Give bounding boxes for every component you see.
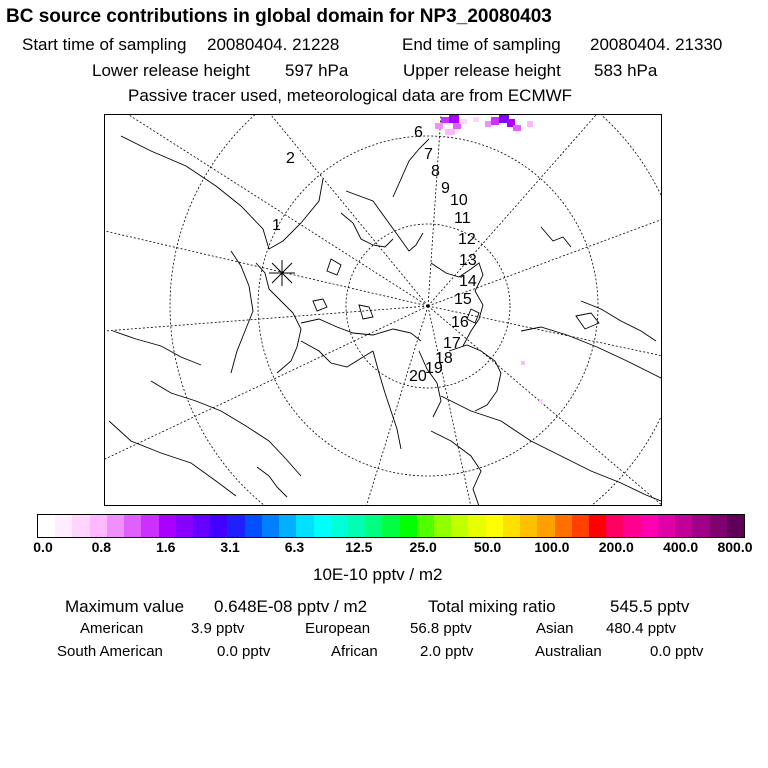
day-label: 8	[431, 163, 440, 180]
colorbar-segment	[692, 515, 709, 537]
start-time-value: 20080404. 21228	[207, 35, 340, 54]
colorbar-segment	[262, 515, 279, 537]
colorbar-segment	[382, 515, 399, 537]
colorbar-segment	[55, 515, 72, 537]
colorbar-segment	[279, 515, 296, 537]
max-value-label: Maximum value	[65, 597, 185, 616]
colorbar-segment	[572, 515, 589, 537]
region-value: 480.4 pptv	[606, 620, 677, 637]
colorbar	[37, 514, 745, 538]
region-name: Asian	[536, 620, 574, 637]
colorbar-segment	[641, 515, 658, 537]
colorbar-segment	[72, 515, 89, 537]
day-label: 16	[451, 314, 469, 331]
colorbar-tick-label: 25.0	[409, 539, 437, 555]
region-value: 0.0 pptv	[217, 643, 271, 660]
latitude-circles	[170, 115, 662, 506]
total-mixing-value: 545.5 pptv	[610, 597, 690, 616]
colorbar-tick-label: 0.8	[91, 539, 112, 555]
day-label: 15	[454, 291, 472, 308]
colorbar-tick-label: 100.0	[534, 539, 570, 555]
colorbar-unit: 10E-10 pptv / m2	[313, 565, 443, 584]
colorbar-tick-label: 3.1	[220, 539, 240, 555]
colorbar-segment	[38, 515, 55, 537]
coastlines	[109, 136, 662, 506]
colorbar-segment	[555, 515, 572, 537]
colorbar-segment	[606, 515, 623, 537]
day-label: 18	[435, 350, 453, 367]
colorbar-segment	[451, 515, 468, 537]
region-name: African	[331, 643, 378, 660]
region-name: American	[80, 620, 144, 637]
region-value: 56.8 pptv	[410, 620, 472, 637]
lower-height-value: 597 hPa	[285, 61, 349, 80]
colorbar-segment	[348, 515, 365, 537]
colorbar-segment	[210, 515, 227, 537]
region-value: 0.0 pptv	[650, 643, 704, 660]
colorbar-segment	[227, 515, 244, 537]
trajectory-day-labels	[272, 124, 477, 385]
end-time-label: End time of sampling	[402, 35, 561, 54]
meridians	[105, 115, 662, 506]
region-value: 3.9 pptv	[191, 620, 245, 637]
colorbar-segment	[727, 515, 744, 537]
colorbar-segment	[193, 515, 210, 537]
release-point-asterisk	[269, 260, 295, 286]
day-label: 1	[272, 217, 281, 234]
day-label: 10	[450, 192, 468, 209]
day-label: 7	[424, 146, 433, 163]
tracer-note: Passive tracer used, meteorological data are from ECMWF	[128, 86, 573, 105]
colorbar-segment	[520, 515, 537, 537]
colorbar-segment	[537, 515, 554, 537]
day-label: 11	[454, 210, 471, 227]
colorbar-segment	[314, 515, 331, 537]
colorbar-tick-labels	[0, 539, 768, 561]
colorbar-segment	[365, 515, 382, 537]
colorbar-segment	[675, 515, 692, 537]
region-name: European	[305, 620, 371, 637]
day-label: 20	[409, 368, 427, 385]
colorbar-segment	[159, 515, 176, 537]
colorbar-tick-label: 6.3	[284, 539, 305, 555]
day-label: 13	[459, 252, 477, 269]
region-value: 2.0 pptv	[420, 643, 474, 660]
colorbar-segment	[434, 515, 451, 537]
day-label: 14	[459, 273, 477, 290]
day-label: 12	[458, 231, 476, 248]
colorbar-segment	[417, 515, 434, 537]
colorbar-tick-label: 200.0	[598, 539, 634, 555]
colorbar-segment	[486, 515, 503, 537]
day-label: 2	[286, 150, 295, 167]
upper-height-label: Upper release height	[403, 61, 561, 80]
region-name: Australian	[535, 643, 602, 660]
colorbar-segment	[124, 515, 141, 537]
day-label: 17	[443, 335, 461, 352]
colorbar-segment	[623, 515, 640, 537]
polar-map	[104, 114, 662, 506]
colorbar-tick-label: 0.0	[33, 539, 53, 555]
colorbar-segment	[503, 515, 520, 537]
total-mixing-label: Total mixing ratio	[428, 597, 556, 616]
colorbar-tick-label: 400.0	[663, 539, 699, 555]
colorbar-segment	[141, 515, 158, 537]
max-value: 0.648E-08 pptv / m2	[214, 597, 368, 616]
map-title: BC source contributions in global domain for NP3_20080403	[6, 6, 552, 27]
end-time-value: 20080404. 21330	[590, 35, 723, 54]
colorbar-segment	[90, 515, 107, 537]
colorbar-segment	[468, 515, 485, 537]
upper-height-value: 583 hPa	[594, 61, 658, 80]
colorbar-segment	[400, 515, 417, 537]
start-time-label: Start time of sampling	[22, 35, 187, 54]
region-name: South American	[57, 643, 163, 660]
colorbar-segment	[176, 515, 193, 537]
colorbar-tick-label: 800.0	[717, 539, 753, 555]
colorbar-tick-label: 1.6	[155, 539, 176, 555]
map-canvas	[105, 115, 662, 506]
colorbar-tick-label: 12.5	[345, 539, 373, 555]
colorbar-segment	[589, 515, 606, 537]
colorbar-segment	[658, 515, 675, 537]
colorbar-segment	[107, 515, 124, 537]
lower-height-label: Lower release height	[92, 61, 250, 80]
day-label: 6	[414, 124, 423, 141]
colorbar-segment	[245, 515, 262, 537]
colorbar-segment	[710, 515, 727, 537]
day-label: 19	[425, 360, 443, 377]
colorbar-segment	[331, 515, 348, 537]
colorbar-segment	[296, 515, 313, 537]
day-label: 9	[441, 180, 450, 197]
colorbar-tick-label: 50.0	[473, 539, 502, 555]
